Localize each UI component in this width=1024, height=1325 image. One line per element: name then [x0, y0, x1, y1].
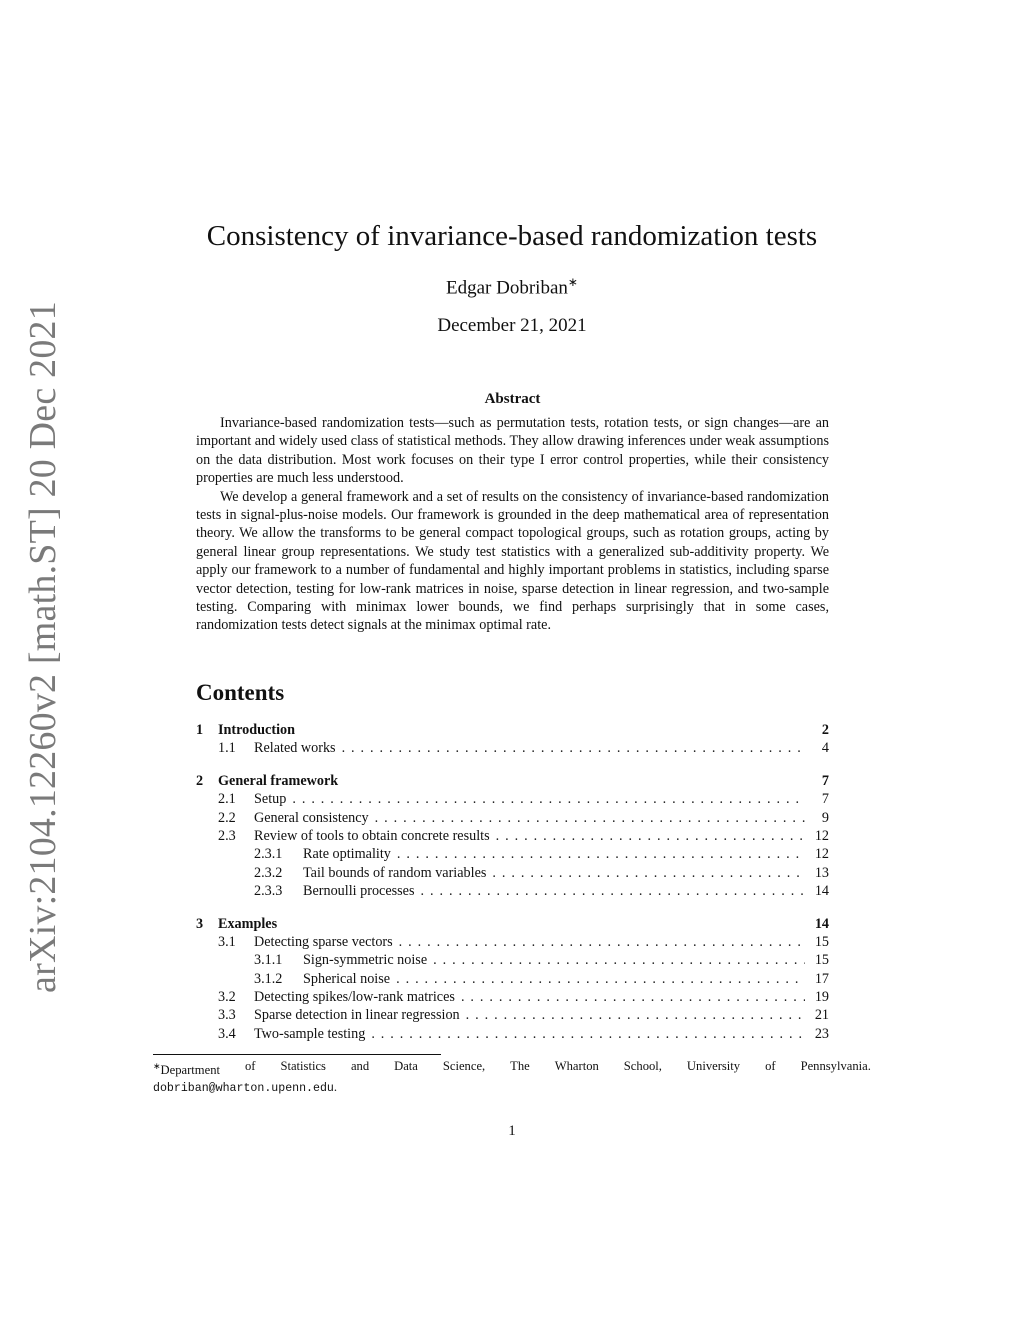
footnote-word: Pennsylvania. [800, 1059, 871, 1073]
toc-entry-page: 21 [814, 1007, 829, 1024]
toc-entry-subsection[interactable] [196, 933, 829, 951]
footnote-word: Science, [442, 1059, 486, 1073]
toc-entry-number: 3.4 [218, 1025, 236, 1042]
toc-section [196, 915, 829, 1043]
footnote-email-line [153, 1079, 871, 1097]
toc-entry-subsubsection[interactable] [196, 882, 829, 900]
toc-entry-number: 2.3.2 [254, 864, 283, 881]
footnote [153, 1058, 871, 1097]
toc-entry-number: 3.2 [218, 989, 236, 1006]
toc-entry-title: Detecting spikes/low-rank matrices [254, 989, 455, 1006]
abstract-paragraph: Invariance-based randomization tests—such as permutation tests, rotation tests, or sign changes—are an important and widely used class of statistical methods. They allow drawing inferences under weak assumptions on the data distribution. Most work focuses on their type I error control properties, while their consistency properties are much less understood. [196, 415, 829, 487]
contents-heading: Contents [196, 680, 285, 705]
toc-entry-subsubsection[interactable] [196, 970, 829, 988]
toc-dot-leader [466, 1006, 805, 1024]
toc-entry-page: 7 [821, 773, 829, 790]
toc-entry-title: Tail bounds of random variables [303, 864, 487, 881]
author-name: Edgar Dobriban [446, 277, 568, 299]
toc-dot-leader [375, 809, 805, 827]
toc-entry-subsection[interactable] [196, 739, 829, 757]
toc-entry-subsection[interactable] [196, 790, 829, 808]
toc-entry-title: Introduction [218, 722, 295, 738]
toc-entry-section[interactable] [196, 915, 829, 933]
toc-dot-leader [292, 790, 805, 808]
footnote-divider [153, 1054, 441, 1055]
page-number: 1 [508, 1123, 516, 1139]
toc-entry-number: 1.1 [218, 740, 236, 757]
footnote-word: of [244, 1059, 256, 1073]
toc-entry-number: 2 [196, 773, 204, 790]
arxiv-identifier[interactable]: arXiv:2104.12260v2 [math.ST] 20 Dec 2021 [22, 301, 64, 993]
toc-entry-title: Sparse detection in linear regression [254, 1007, 460, 1024]
toc-entry-page: 15 [814, 934, 829, 951]
toc-entry-title: General consistency [254, 809, 369, 826]
toc-dot-leader [342, 739, 805, 757]
toc-dot-leader [433, 951, 805, 969]
author-email-link[interactable]: dobriban@wharton.upenn.edu [153, 1082, 334, 1096]
toc-entry-number: 2.3 [218, 828, 236, 845]
footnote-word: and [350, 1059, 370, 1073]
toc-entry-page: 13 [814, 864, 829, 881]
toc-entry-number: 3.3 [218, 1007, 236, 1024]
toc-section [196, 721, 829, 758]
paper-date: December 21, 2021 [437, 315, 587, 336]
toc-entry-section[interactable] [196, 721, 829, 739]
toc-entry-page: 4 [821, 740, 829, 757]
toc-entry-page: 23 [814, 1025, 829, 1042]
toc-entry-title: Bernoulli processes [303, 882, 415, 899]
toc-entry-number: 2.1 [218, 791, 236, 808]
footnote-word: Wharton [554, 1059, 599, 1073]
toc-entry-number: 3 [196, 915, 204, 932]
toc-section [196, 772, 829, 900]
abstract-heading: Abstract [484, 391, 541, 407]
toc-entry-page: 12 [814, 846, 829, 863]
toc-entry-page: 14 [814, 915, 829, 932]
toc-entry-title: Rate optimality [303, 846, 391, 863]
toc-dot-leader [397, 845, 805, 863]
footnote-word: School, [623, 1059, 662, 1073]
paper-title: Consistency of invariance-based randomization tests [206, 220, 818, 252]
toc-entry-page: 7 [821, 791, 829, 808]
toc-entry-subsubsection[interactable] [196, 845, 829, 863]
footnote-word-text: Department [160, 1063, 220, 1078]
toc-dot-leader [399, 933, 805, 951]
toc-entry-number: 3.1.1 [254, 952, 283, 969]
toc-entry-subsubsection[interactable] [196, 864, 829, 882]
footnote-word: University [686, 1059, 741, 1073]
footnote-affiliation [153, 1058, 871, 1079]
table-of-contents [196, 721, 829, 1058]
toc-entry-subsection[interactable] [196, 1006, 829, 1024]
toc-entry-page: 15 [814, 952, 829, 969]
toc-entry-number: 2.3.1 [254, 846, 283, 863]
toc-entry-number: 3.1.2 [254, 970, 283, 987]
toc-entry-title: Related works [254, 740, 336, 757]
footnote-word [153, 1058, 220, 1079]
toc-entry-title: Sign-symmetric noise [303, 952, 428, 969]
toc-entry-subsection[interactable] [196, 988, 829, 1006]
toc-entry-page: 19 [814, 989, 829, 1006]
toc-entry-subsection[interactable] [196, 1025, 829, 1043]
toc-dot-leader [496, 827, 805, 845]
toc-entry-title: Review of tools to obtain concrete results [254, 828, 490, 845]
footnote-mark: ∗ [153, 1061, 161, 1071]
toc-entry-title: Two-sample testing [254, 1025, 366, 1042]
footnote-word: The [510, 1059, 530, 1073]
toc-entry-subsection[interactable] [196, 827, 829, 845]
toc-entry-title: Examples [218, 915, 278, 932]
toc-dot-leader [492, 864, 805, 882]
toc-entry-subsection[interactable] [196, 809, 829, 827]
toc-entry-number: 1 [196, 722, 204, 738]
toc-dot-leader [396, 970, 805, 988]
footnote-word: of [765, 1059, 776, 1073]
abstract-paragraph: We develop a general framework and a set of results on the consistency of invariance-based randomization tests in signal-plus-noise models. Our framework is grounded in the deep mathematical area of representation theory. We allow the transforms to be general compact topological groups, such as rotation groups, acting by general linear group representations. We study test statistics with a generalized sub-additivity property. We apply our framework to a number of fundamental and highly important problems in statistics, including sparse vector detection, testing for low-rank matrices in noise, sparse detection in linear regression, and two-sample testing. Comparing with minimax lower bounds, we find perhaps surprisingly that in some cases, randomization tests detect signals at the minimax optimal rate. [196, 488, 829, 634]
footnote-word: Data [394, 1059, 418, 1073]
toc-entry-number: 3.1 [218, 934, 236, 951]
toc-entry-page: 2 [821, 722, 829, 738]
toc-entry-title: Detecting sparse vectors [254, 934, 393, 951]
toc-entry-section[interactable] [196, 772, 829, 790]
toc-dot-leader [371, 1025, 805, 1043]
footnote-word: Statistics [280, 1059, 326, 1073]
toc-entry-title: General framework [218, 773, 339, 790]
toc-entry-page: 9 [821, 809, 829, 826]
toc-dot-leader [461, 988, 805, 1006]
toc-entry-page: 12 [814, 828, 829, 845]
toc-entry-title: Setup [254, 791, 287, 808]
toc-entry-title: Spherical noise [303, 970, 391, 987]
author-line [0, 275, 1024, 299]
toc-entry-page: 17 [814, 970, 829, 987]
author-footnote-mark[interactable]: ∗ [567, 275, 578, 289]
toc-entry-page: 14 [814, 882, 829, 899]
abstract [196, 391, 829, 635]
toc-dot-leader [421, 882, 805, 900]
footnote-email-suffix: . [333, 1080, 338, 1095]
toc-entry-number: 2.3.3 [254, 882, 283, 899]
toc-entry-subsubsection[interactable] [196, 951, 829, 969]
toc-entry-number: 2.2 [218, 809, 236, 826]
